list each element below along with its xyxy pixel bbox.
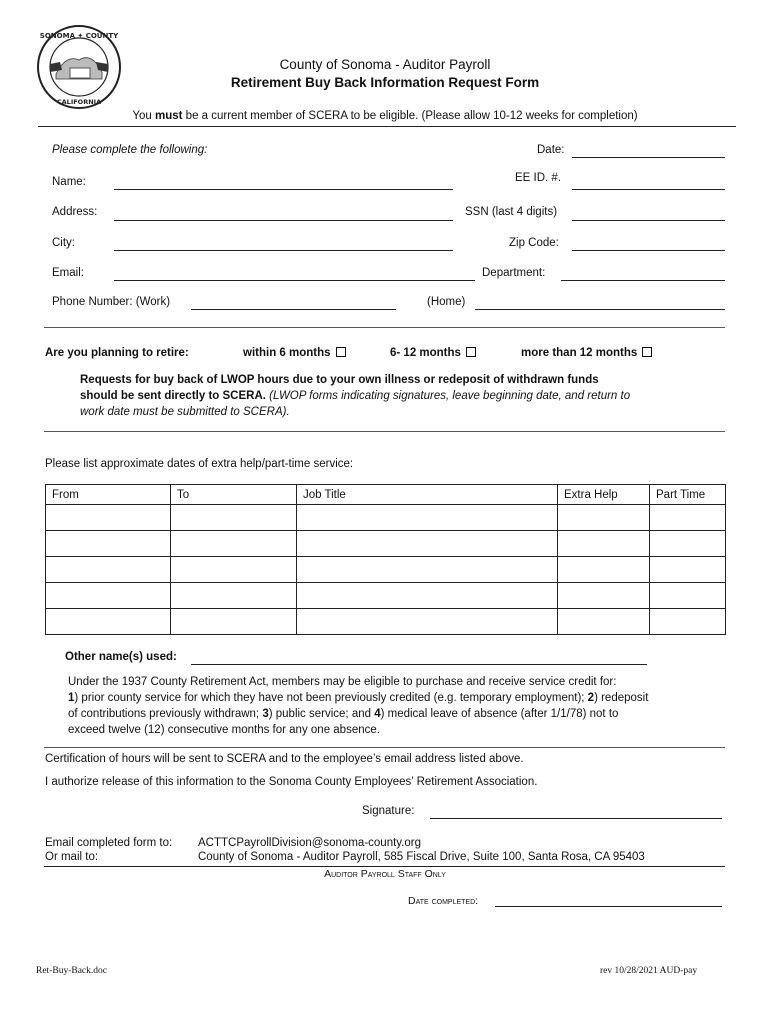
checkbox-icon[interactable] <box>336 347 346 357</box>
footer-revision: rev 10/28/2021 AUD-pay <box>600 966 698 976</box>
email-to-label: Email completed form to: <box>45 837 173 849</box>
phone-home-field[interactable] <box>475 309 725 310</box>
table-cell[interactable] <box>46 531 171 557</box>
column-job-title: Job Title <box>297 485 558 505</box>
lwop-note: Requests for buy back of LWOP hours due to your own illness or redeposit of withdrawn funds should be sent directly to SCERA. (LWOP forms indicating signatures, leave beginning date, and return to work date must be submitted to SCERA). <box>80 374 631 418</box>
phone-home-label: (Home) <box>427 296 466 308</box>
other-names-label: Other name(s) used: <box>65 651 177 663</box>
table-cell[interactable] <box>171 609 297 635</box>
table-row <box>46 583 726 609</box>
table-row <box>46 557 726 583</box>
staff-only-heading: Auditor Payroll Staff Only <box>324 868 446 880</box>
other-names-field[interactable] <box>191 664 647 665</box>
divider <box>44 866 725 867</box>
checkbox-icon[interactable] <box>642 347 652 357</box>
address-field[interactable] <box>114 220 453 221</box>
phone-work-field[interactable] <box>191 309 396 310</box>
table-cell[interactable] <box>171 583 297 609</box>
table-cell[interactable] <box>650 531 726 557</box>
service-instruction: Please list approximate dates of extra help/part-time service: <box>45 458 354 470</box>
intro-text: Please complete the following: <box>52 144 208 156</box>
mail-to-address: County of Sonoma - Auditor Payroll, 585 Fiscal Drive, Suite 100, Santa Rosa, CA 95403 <box>198 851 645 863</box>
table-cell[interactable] <box>558 505 650 531</box>
date-field[interactable] <box>572 157 725 158</box>
department-field[interactable] <box>561 280 725 281</box>
department-label: Department: <box>482 267 546 279</box>
table-cell[interactable] <box>297 531 558 557</box>
ee-id-field[interactable] <box>572 189 725 190</box>
service-table <box>45 484 726 635</box>
svg-text:CALIFORNIA: CALIFORNIA <box>56 98 102 106</box>
checkbox-icon[interactable] <box>466 347 476 357</box>
divider <box>44 327 725 328</box>
table-header-row <box>46 485 726 505</box>
table-cell[interactable] <box>46 557 171 583</box>
table-row <box>46 609 726 635</box>
retire-question: Are you planning to retire: <box>45 347 189 359</box>
table-cell[interactable] <box>650 583 726 609</box>
header-title: County of Sonoma - Auditor Payroll <box>279 57 491 72</box>
table-row <box>46 531 726 557</box>
email-to-address[interactable]: ACTTCPayrollDivision@sonoma-county.org <box>198 837 422 849</box>
ssn-label: SSN (last 4 digits) <box>465 206 558 218</box>
table-cell[interactable] <box>558 557 650 583</box>
table-cell[interactable] <box>297 609 558 635</box>
divider <box>44 747 725 748</box>
table-cell[interactable] <box>650 505 726 531</box>
table-cell[interactable] <box>558 609 650 635</box>
email-label: Email: <box>52 267 84 279</box>
email-field[interactable] <box>114 280 475 281</box>
zip-field[interactable] <box>572 250 725 251</box>
column-to: To <box>171 485 297 505</box>
table-cell[interactable] <box>297 557 558 583</box>
address-label: Address: <box>52 206 98 218</box>
zip-label: Zip Code: <box>509 237 559 249</box>
table-cell[interactable] <box>171 531 297 557</box>
retire-option-within-6[interactable]: within 6 months <box>243 347 346 359</box>
divider <box>44 431 725 432</box>
certification-text: Certification of hours will be sent to SCERA and to the employee’s email address listed above. <box>45 753 524 765</box>
table-cell[interactable] <box>46 583 171 609</box>
column-part-time: Part Time <box>650 485 726 505</box>
table-cell[interactable] <box>558 583 650 609</box>
name-field[interactable] <box>114 189 453 190</box>
table-cell[interactable] <box>46 505 171 531</box>
table-cell[interactable] <box>650 609 726 635</box>
svg-text:SONOMA ✦ COUNTY: SONOMA ✦ COUNTY <box>39 32 119 40</box>
authorization-text: I authorize release of this information to the Sonoma County Employees’ Retirement Association. <box>45 776 538 788</box>
name-label: Name: <box>52 176 86 188</box>
date-label: Date: <box>537 144 565 156</box>
date-completed-field[interactable] <box>495 906 722 907</box>
footer-filename: Ret-Buy-Back.doc <box>36 966 107 976</box>
date-completed-label: Date completed: <box>408 895 479 907</box>
divider <box>38 126 736 127</box>
mail-to-label: Or mail to: <box>45 851 99 863</box>
signature-label: Signature: <box>362 805 415 817</box>
retire-option-more-12[interactable]: more than 12 months <box>521 347 652 359</box>
retirement-act-paragraph: Under the 1937 County Retirement Act, members may be eligible to purchase and receive service credit for: 1) prior county service for which they have not been previously credited (e.g. temporary employment); 2) redeposit of contributions previously withdrawn; 3) public service; and 4) medical leave of absence (after 1/1/78) not to exceed twelve (12) consecutive months for any one absence. <box>68 676 649 736</box>
eligibility-note: You must be a current member of SCERA to be eligible. (Please allow 10-12 weeks for completion) <box>132 110 638 122</box>
column-from: From <box>46 485 171 505</box>
table-row <box>46 505 726 531</box>
form-title: Retirement Buy Back Information Request Form <box>230 75 540 90</box>
city-field[interactable] <box>114 250 453 251</box>
phone-work-label: Phone Number: (Work) <box>52 296 171 308</box>
city-label: City: <box>52 237 75 249</box>
table-cell[interactable] <box>558 531 650 557</box>
column-extra-help: Extra Help <box>558 485 650 505</box>
ssn-field[interactable] <box>572 220 725 221</box>
table-cell[interactable] <box>297 583 558 609</box>
table-cell[interactable] <box>650 557 726 583</box>
retire-option-6-12[interactable]: 6- 12 months <box>390 347 476 359</box>
ee-id-label: EE ID. #. <box>515 172 562 184</box>
signature-field[interactable] <box>430 818 722 819</box>
table-cell[interactable] <box>171 557 297 583</box>
table-cell[interactable] <box>297 505 558 531</box>
table-cell[interactable] <box>171 505 297 531</box>
table-cell[interactable] <box>46 609 171 635</box>
